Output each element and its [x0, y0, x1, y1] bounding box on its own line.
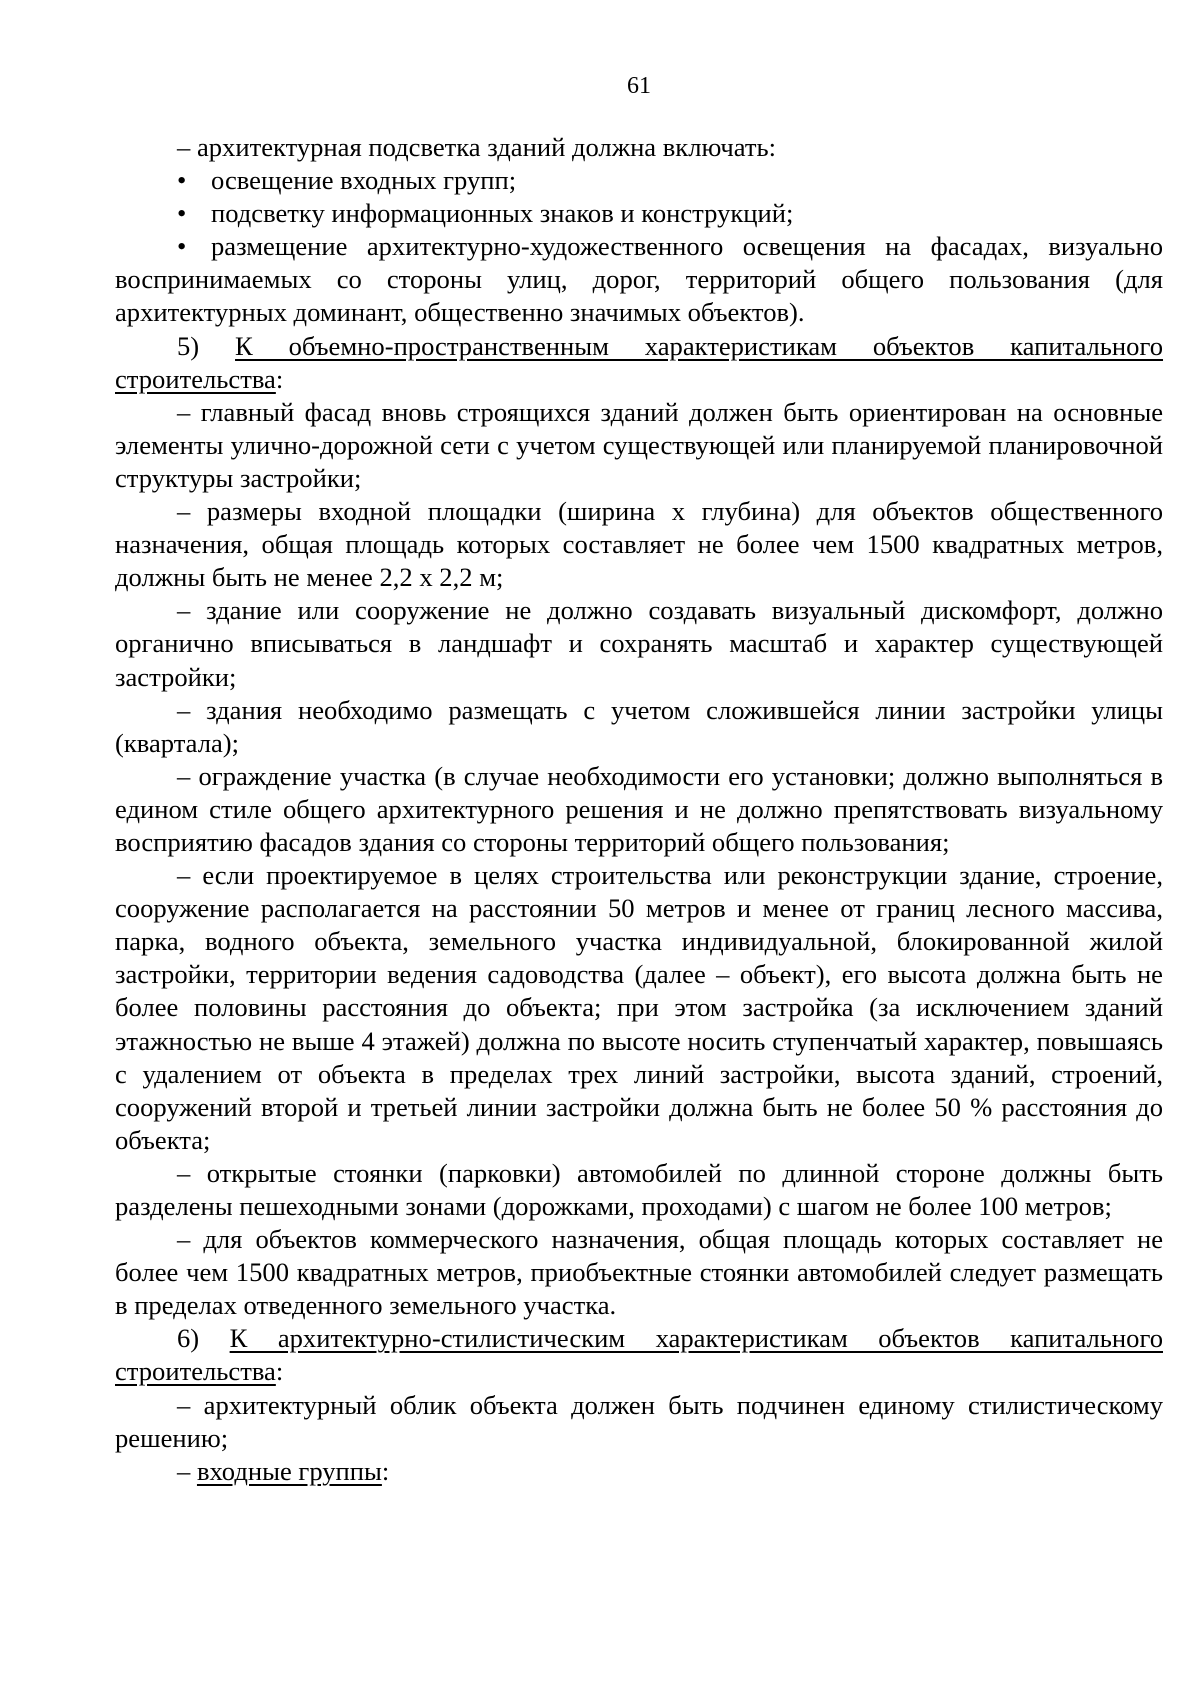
section-heading-6 — [115, 1322, 1163, 1388]
bullet-text: размещение архитектурно-художественного освещения на фасадах, визуально воспринимаемых со стороны улиц, дорог, территорий общего пользования (для архитектурных доминант, общественно значимых объектов). — [115, 231, 1163, 328]
bullet-icon: • — [177, 231, 187, 262]
bullet-text: освещение входных групп; — [211, 165, 517, 196]
paragraph: – для объектов коммерческого назначения, общая площадь которых составляет не более чем 1500 квадратных метров, приобъектные стоянки автомобилей следует размещать в пределах отведенного земельного участка. — [115, 1224, 1163, 1321]
paragraph: – открытые стоянки (парковки) автомобилей по длинной стороне должны быть разделены пешеходными зонами (дорожками, проходами) с шагом не более 100 метров; — [115, 1157, 1163, 1221]
paragraph: – ограждение участка (в случае необходимости его установки; должно выполняться в едином стиле общего архитектурного решения и не должно препятствовать визуальному восприятию фасадов здания со стороны территорий общего пользования; — [115, 760, 1163, 857]
section-colon: : — [275, 1356, 284, 1387]
paragraph-lighting-intro: – архитектурная подсветка зданий должна включать: — [177, 132, 776, 162]
section-number: 6) — [177, 1323, 200, 1354]
bullet-icon: • — [177, 198, 187, 229]
section-number: 5) — [177, 330, 200, 361]
paragraph: – здания необходимо размещать с учетом сложившейся линии застройки улицы (квартала); — [115, 694, 1163, 758]
document-body — [115, 131, 1163, 1488]
paragraph: – если проектируемое в целях строительства или реконструкции здание, строение, сооружение располагается на расстоянии 50 метров и менее от границ лесного массива, парка, водного объекта, земельного участка индивидуальной, блокированной жилой застройки, территории ведения садоводства (далее – объект), его высота должна быть не более половины расстояния до объекта; при этом застройка (за исключением зданий этажностью не выше 4 этажей) должна по высоте носить ступенчатый характер, повышаясь с удалением от объекта в пределах трех линий застройки, высота зданий, строений, сооружений второй и третьей линии застройки должна быть не более 50 % расстояния до объекта; — [115, 860, 1163, 1155]
bullet-icon: • — [177, 165, 187, 196]
dash: – — [177, 1455, 191, 1486]
paragraph-entrance-groups — [115, 1455, 1163, 1488]
subheading-text: входные группы — [196, 1455, 382, 1486]
bullet-item — [115, 230, 1163, 329]
bullet-item — [115, 197, 1163, 230]
section-colon: : — [275, 363, 284, 394]
bullet-text: подсветку информационных знаков и конструкций; — [211, 198, 794, 229]
section-heading-5 — [115, 330, 1163, 396]
paragraph: – размеры входной площадки (ширина х глубина) для объектов общественного назначения, общая площадь которых составляет не более чем 1500 квадратных метров, должны быть не менее 2,2 х 2,2 м; — [115, 496, 1163, 593]
paragraph: – архитектурный облик объекта должен быть подчинен единому стилистическому решению; — [115, 1389, 1163, 1453]
bullet-item — [115, 164, 1163, 197]
page-number: 61 — [627, 73, 651, 99]
paragraph: – главный фасад вновь строящихся зданий должен быть ориентирован на основные элементы улично-дорожной сети с учетом существующей или планируемой планировочной структуры застройки; — [115, 396, 1163, 493]
subheading-colon: : — [381, 1455, 390, 1486]
section-title: К архитектурно-стилистическим характеристикам объектов капитального строительства — [115, 1323, 1163, 1387]
section-title: К объемно-пространственным характеристикам объектов капитального строительства — [115, 330, 1164, 394]
paragraph: – здание или сооружение не должно создавать визуальный дискомфорт, должно органично вписываться в ландшафт и сохранять масштаб и характер существующей застройки; — [115, 595, 1163, 692]
